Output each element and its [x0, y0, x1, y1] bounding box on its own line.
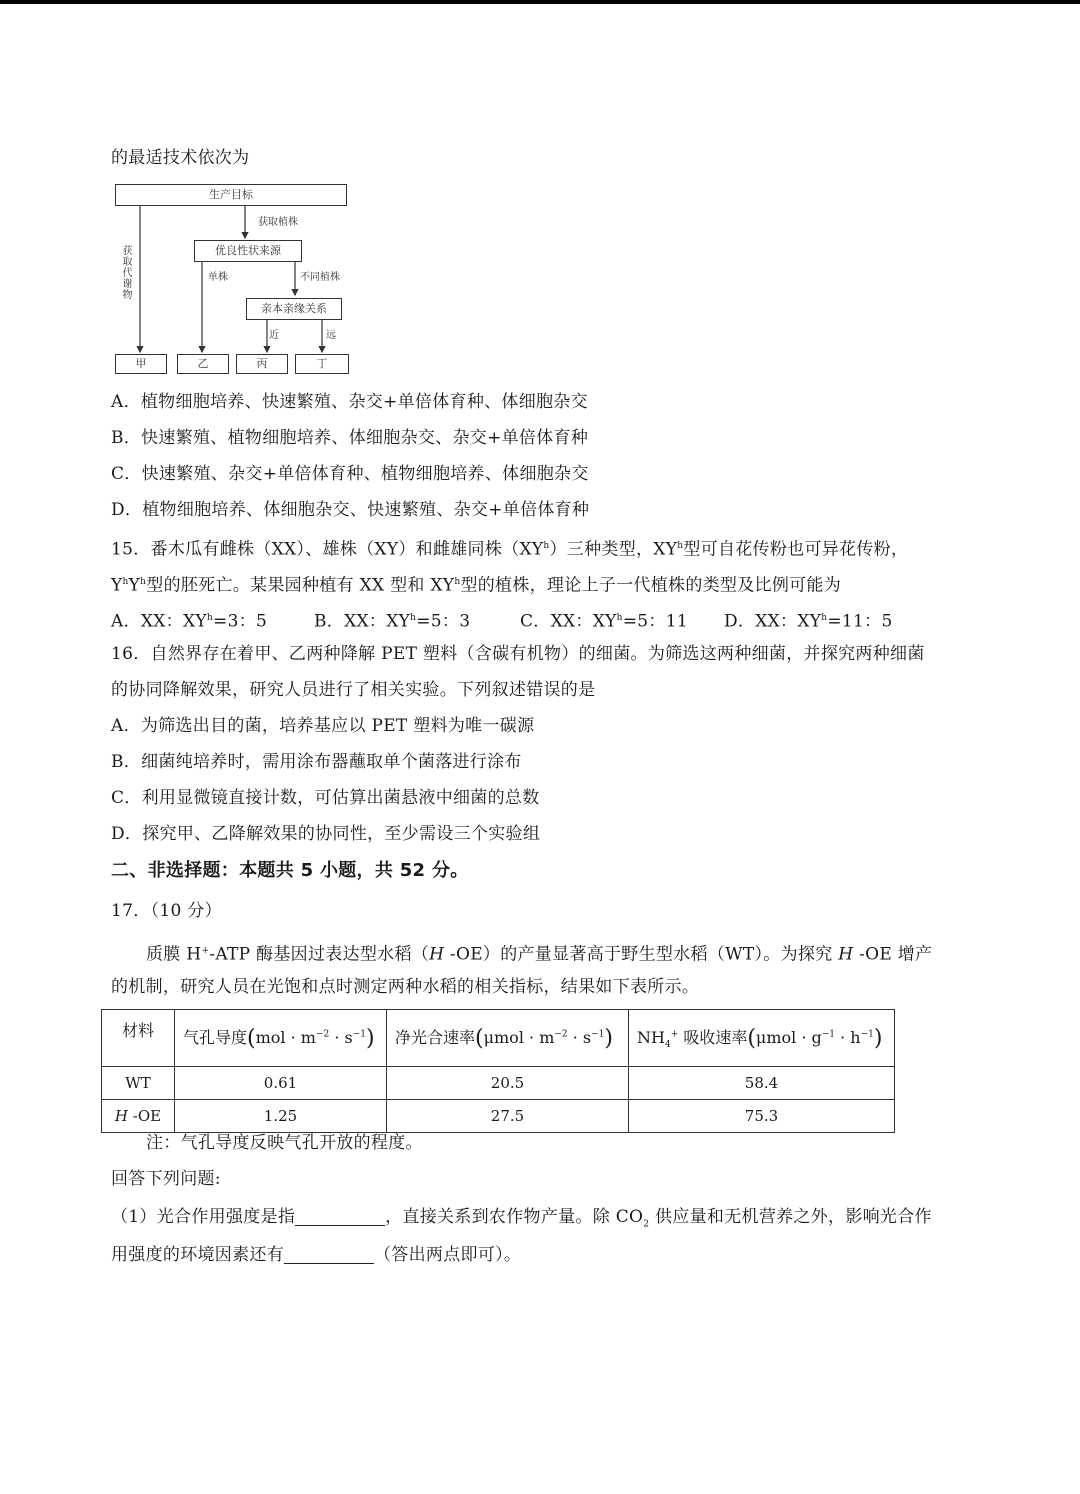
- unit-text: μmol · m: [483, 1028, 555, 1047]
- header-sup: +: [670, 1029, 679, 1040]
- option-text: B．XX：XY: [314, 611, 411, 632]
- production-goal-box: 生产目标: [115, 184, 347, 206]
- q14-option-a: A．植物细胞培养、快速繁殖、杂交+单倍体育种、体细胞杂交: [111, 392, 588, 412]
- q15-sup: h: [140, 577, 147, 587]
- q17-italic: H: [838, 944, 854, 965]
- cell-material: [102, 1067, 175, 1100]
- option-text: D．XX：XY: [724, 611, 822, 632]
- q14-option-c: C．快速繁殖、杂交+单倍体育种、植物细胞培养、体细胞杂交: [111, 464, 589, 484]
- material-text: WT: [125, 1074, 151, 1092]
- header-sub: 4: [664, 1040, 671, 1051]
- obtain-metabolite-label: 获取代谢物: [122, 246, 133, 301]
- unit-sup: −1: [591, 1029, 605, 1040]
- q15-option-c: [520, 606, 688, 634]
- cell-material: [102, 1100, 175, 1133]
- option-sup: h: [616, 613, 623, 623]
- q15-option-d: [724, 606, 893, 634]
- q15-text: Y: [111, 575, 123, 596]
- unit-sup: −1: [821, 1029, 836, 1040]
- cell-ammonium: 75.3: [629, 1100, 895, 1133]
- q15-sup: h: [454, 577, 461, 587]
- q17-text: -OE 增产: [853, 944, 933, 965]
- cell-photosynthesis: 20.5: [387, 1067, 629, 1100]
- q15-stem-line2: [111, 570, 841, 598]
- q17-text: -ATP 酶基因过表达型水稻（: [209, 944, 430, 965]
- q16-stem-line2: 的协同降解效果，研究人员进行了相关实验。下列叙述错误的是: [111, 680, 596, 700]
- q15-text: ）三种类型，XY: [549, 539, 678, 560]
- cell-stomatal: 0.61: [175, 1067, 387, 1100]
- table-note: 注：气孔导度反映气孔开放的程度。: [146, 1133, 423, 1153]
- unit-sup: −1: [860, 1029, 874, 1040]
- unit-text: mol · m: [255, 1028, 316, 1047]
- subquestion-1-line1: [111, 1205, 932, 1236]
- unit-sup: −2: [554, 1029, 568, 1040]
- q15-sup: h: [677, 541, 684, 551]
- paren-open: (: [475, 1026, 484, 1051]
- kinship-box: 亲本亲缘关系: [246, 298, 342, 320]
- material-italic: H: [114, 1107, 128, 1125]
- q17-sup: +: [201, 946, 210, 956]
- unit-text: · s: [329, 1028, 353, 1047]
- q17-paragraph-line2: 的机制，研究人员在光饱和点时测定两种水稻的相关指标，结果如下表所示。: [111, 977, 700, 997]
- paren-open: (: [247, 1026, 256, 1051]
- paren-open: (: [747, 1026, 756, 1051]
- section-heading: 二、非选择题：本题共 5 小题，共 52 分。: [111, 860, 469, 881]
- q16-option-c: C．利用显微镜直接计数，可估算出菌悬液中细菌的总数: [111, 788, 540, 808]
- single-plant-label: 单株: [208, 272, 228, 283]
- header-label: 净光合速率: [395, 1028, 476, 1047]
- option-text: A．XX：XY: [111, 611, 207, 632]
- option-text: =11：5: [827, 611, 893, 632]
- cell-photosynthesis: 27.5: [387, 1100, 629, 1133]
- header-label: 气孔导度: [183, 1028, 248, 1047]
- option-text: =3：5: [213, 611, 268, 632]
- cell-stomatal: 1.25: [175, 1100, 387, 1133]
- question-intro-tail: 的最适技术依次为: [111, 148, 250, 168]
- answer-blank-2[interactable]: [284, 1245, 374, 1264]
- q17-text: -OE）的产量显著高于野生型水稻（WT）。为探究: [444, 944, 839, 965]
- option-text: =5：11: [622, 611, 688, 632]
- cell-ammonium: 58.4: [629, 1067, 895, 1100]
- paren-close: ): [873, 1026, 883, 1051]
- header-stomatal-conductance: [175, 1010, 387, 1067]
- q15-sup: h: [543, 541, 550, 551]
- q15-text: 型可自花传粉也可异花传粉，: [683, 539, 909, 560]
- q16-option-a: A．为筛选出目的菌，培养基应以 PET 塑料为唯一碳源: [111, 716, 535, 736]
- header-material: 材料: [102, 1010, 175, 1067]
- different-plants-label: 不同植株: [300, 272, 340, 283]
- q15-stem-line1: [111, 534, 908, 562]
- q15-text: 型的植株，理论上子一代植株的类型及比例可能为: [460, 575, 842, 596]
- q15-text: 15．番木瓜有雌株（XX）、雄株（XY）和雌雄同株（XY: [111, 539, 544, 560]
- paren-close: ): [604, 1026, 613, 1051]
- table-row: [102, 1100, 895, 1133]
- option-text: =5：3: [416, 611, 471, 632]
- near-label: 近: [269, 330, 279, 341]
- unit-text: μmol · g: [755, 1028, 822, 1047]
- header-ammonium-uptake: [629, 1010, 895, 1067]
- sub1-text: 供应量和无机营养之外，影响光合作: [649, 1207, 932, 1227]
- trait-source-box: 优良性状来源: [194, 240, 302, 262]
- q15-option-a: [111, 606, 267, 634]
- sub1-text: （1）光合作用强度是指: [111, 1207, 296, 1227]
- unit-text: · h: [835, 1028, 861, 1047]
- q15-sup: h: [122, 577, 129, 587]
- q17-paragraph-line1: [146, 939, 932, 967]
- sub1-sub: 2: [643, 1219, 650, 1230]
- option-sup: h: [821, 613, 828, 623]
- answer-prompt: 回答下列问题:: [111, 1169, 221, 1189]
- q17-text: 质膜 H: [146, 944, 202, 965]
- q15-text: Y: [128, 575, 141, 596]
- result-box-jia: 甲: [115, 354, 167, 374]
- subquestion-1-line2: [111, 1243, 521, 1267]
- option-text: C．XX：XY: [520, 611, 617, 632]
- unit-text: · s: [567, 1028, 592, 1047]
- answer-blank-1[interactable]: [295, 1207, 385, 1226]
- unit-sup: −2: [315, 1029, 330, 1040]
- table-row: [102, 1067, 895, 1100]
- q14-option-b: B．快速繁殖、植物细胞培养、体细胞杂交、杂交+单倍体育种: [111, 428, 589, 448]
- result-box-bing: 丙: [236, 354, 288, 374]
- obtain-plant-label: 获取植株: [258, 217, 298, 228]
- header-net-photosynthesis: [387, 1010, 629, 1067]
- sub1-text: （答出两点即可）。: [374, 1245, 522, 1265]
- sub1-text: 用强度的环境因素还有: [111, 1245, 284, 1265]
- far-label: 远: [326, 330, 336, 341]
- table-header-row: [102, 1010, 895, 1067]
- q15-text: 型的胚死亡。某果园种植有 XX 型和 XY: [146, 575, 455, 596]
- q17-italic: H: [429, 944, 445, 965]
- q15-option-b: [314, 606, 470, 634]
- result-box-ding: 丁: [295, 354, 349, 374]
- top-border: [0, 0, 1080, 4]
- unit-sup: −1: [352, 1029, 366, 1040]
- q16-stem-line1: 16．自然界存在着甲、乙两种降解 PET 塑料（含碳有机物）的细菌。为筛选这两种细菌，并探究两种细菌: [111, 644, 925, 664]
- option-sup: h: [206, 613, 214, 623]
- header-label: NH: [637, 1028, 665, 1047]
- paren-close: ): [366, 1026, 375, 1051]
- q16-option-d: D．探究甲、乙降解效果的协同性，至少需设三个实验组: [111, 824, 541, 844]
- sub1-text: ，直接关系到农作物产量。除 CO: [385, 1207, 644, 1227]
- option-sup: h: [410, 613, 417, 623]
- technology-flow-diagram: [112, 184, 352, 376]
- q14-option-d: D．植物细胞培养、体细胞杂交、快速繁殖、杂交+单倍体育种: [111, 500, 590, 520]
- q17-header: 17．（10 分）: [111, 901, 222, 921]
- q16-option-b: B．细菌纯培养时，需用涂布器蘸取单个菌落进行涂布: [111, 752, 522, 772]
- header-label: 吸收速率: [678, 1028, 748, 1047]
- measurement-table: [101, 1009, 895, 1133]
- result-box-yi: 乙: [177, 354, 229, 374]
- material-text: -OE: [128, 1107, 162, 1125]
